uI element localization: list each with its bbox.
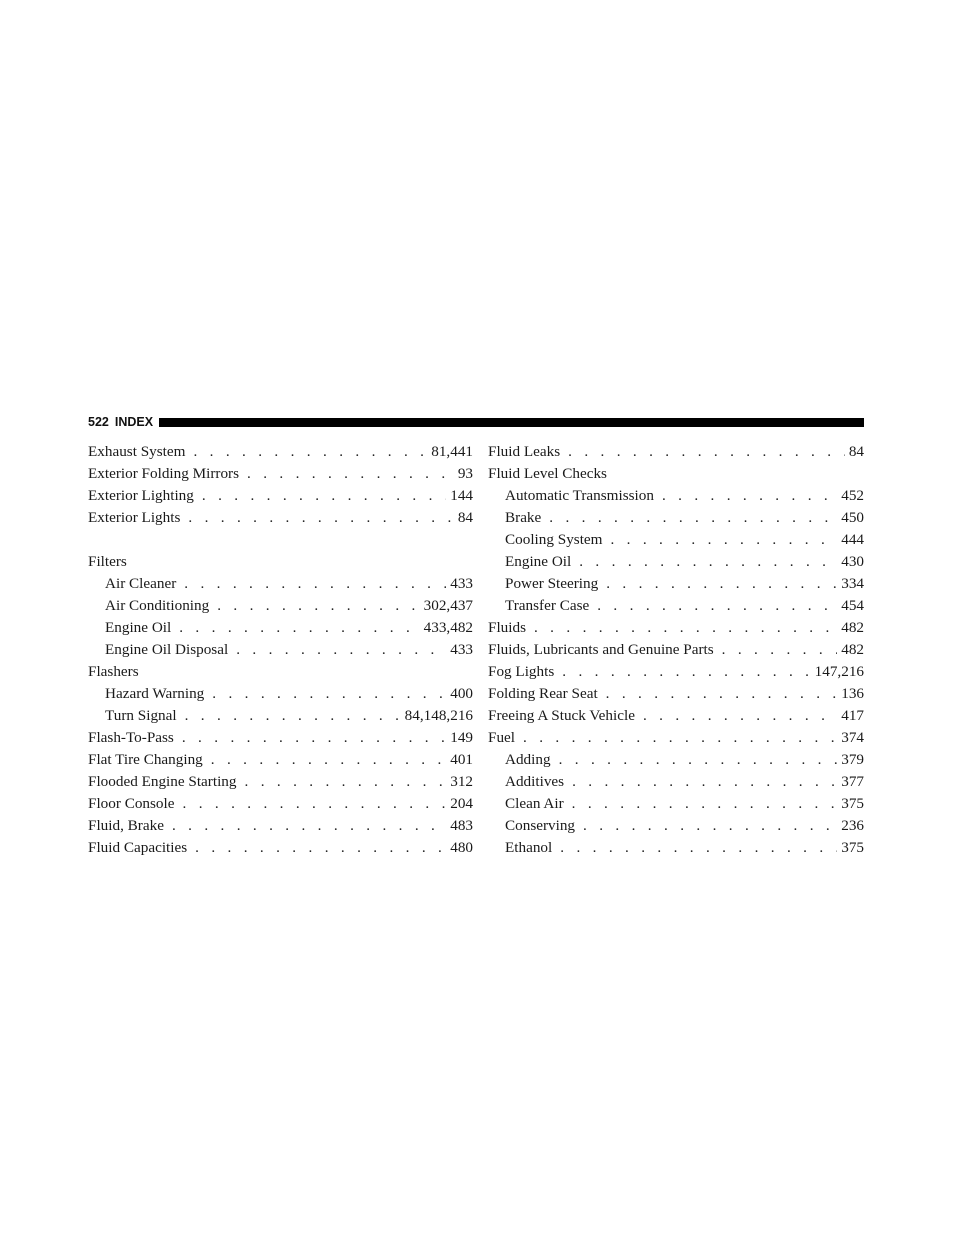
index-term: Flooded Engine Starting xyxy=(88,773,237,790)
index-term: Fluid Capacities xyxy=(88,839,188,856)
page-reference: 450 xyxy=(841,509,864,526)
dot-leader xyxy=(185,705,401,727)
dot-leader xyxy=(245,771,447,793)
page-reference: 444 xyxy=(841,531,864,548)
page-reference: 433 xyxy=(450,641,473,658)
index-term: Power Steering xyxy=(505,575,599,592)
page-reference: 452 xyxy=(841,487,864,504)
page-reference: 81,441 xyxy=(431,443,473,460)
index-subentry xyxy=(488,815,864,837)
index-subentry xyxy=(88,617,473,639)
index-term: Additives xyxy=(505,773,565,790)
index-subentry xyxy=(488,837,864,859)
index-subentry xyxy=(488,793,864,815)
page-reference: 302,437 xyxy=(423,597,473,614)
index-term: Filters xyxy=(88,553,127,570)
dot-leader xyxy=(188,507,453,529)
page-reference: 379 xyxy=(841,751,864,768)
dot-leader xyxy=(559,749,838,771)
dot-leader xyxy=(183,793,447,815)
dot-leader xyxy=(523,727,837,749)
index-term: Fluid Level Checks xyxy=(488,465,607,482)
index-subentry xyxy=(488,771,864,793)
index-term: Clean Air xyxy=(505,795,564,812)
page-reference: 136 xyxy=(841,685,864,702)
index-subentry xyxy=(488,529,864,551)
index-entry xyxy=(88,837,473,859)
dot-leader xyxy=(643,705,837,727)
dot-leader xyxy=(579,551,837,573)
dot-leader xyxy=(211,749,446,771)
index-subentry xyxy=(88,683,473,705)
dot-leader xyxy=(217,595,419,617)
page-reference: 375 xyxy=(841,839,864,856)
dot-leader xyxy=(212,683,446,705)
index-term: Engine Oil Disposal xyxy=(105,641,229,658)
dot-leader xyxy=(572,771,837,793)
page-reference: 375 xyxy=(841,795,864,812)
index-entry xyxy=(88,793,473,815)
index-term: Engine Oil xyxy=(105,619,172,636)
page-reference: 84 xyxy=(457,509,473,526)
index-entry xyxy=(488,441,864,463)
header-rule xyxy=(159,418,864,427)
dot-leader xyxy=(172,815,446,837)
index-entry xyxy=(88,485,473,507)
dot-leader xyxy=(560,837,837,859)
page-reference: 483 xyxy=(450,817,473,834)
page-reference: 482 xyxy=(841,641,864,658)
page-reference: 400 xyxy=(450,685,473,702)
index-term: Turn Signal xyxy=(105,707,177,724)
page-reference: 144 xyxy=(450,487,473,504)
index-term: Conserving xyxy=(505,817,576,834)
index-entry xyxy=(488,661,864,683)
dot-leader xyxy=(572,793,838,815)
page-number: 522 xyxy=(88,415,109,429)
index-term: Folding Rear Seat xyxy=(488,685,598,702)
dot-leader xyxy=(195,837,446,859)
dot-leader xyxy=(606,573,837,595)
page-reference: 236 xyxy=(841,817,864,834)
index-term: Fluid Leaks xyxy=(488,443,561,460)
index-term: Flash-To-Pass xyxy=(88,729,174,746)
page-reference: 454 xyxy=(841,597,864,614)
dot-leader xyxy=(193,441,427,463)
index-term: Exterior Folding Mirrors xyxy=(88,465,240,482)
index-term: Flat Tire Changing xyxy=(88,751,203,768)
page-reference: 430 xyxy=(841,553,864,570)
dot-leader xyxy=(610,529,837,551)
index-entry xyxy=(88,441,473,463)
page-reference: 374 xyxy=(841,729,864,746)
index-entry xyxy=(88,507,473,529)
index-term: Air Cleaner xyxy=(105,575,177,592)
index-entry xyxy=(488,683,864,705)
index-term: Hazard Warning xyxy=(105,685,205,702)
dot-leader xyxy=(562,661,810,683)
index-subentry xyxy=(488,749,864,771)
index-term: Exhaust System xyxy=(88,443,186,460)
dot-leader xyxy=(597,595,837,617)
index-subentry xyxy=(88,595,473,617)
page-reference: 377 xyxy=(841,773,864,790)
index-entry xyxy=(488,617,864,639)
index-term: Fog Lights xyxy=(488,663,555,680)
index-entry xyxy=(88,815,473,837)
index-subentry xyxy=(88,573,473,595)
page-reference: 204 xyxy=(450,795,473,812)
section-title: INDEX xyxy=(114,415,154,429)
dot-leader xyxy=(184,573,446,595)
page-reference: 401 xyxy=(450,751,473,768)
index-term: Flashers xyxy=(88,663,139,680)
index-term: Fluid, Brake xyxy=(88,817,164,834)
dot-leader xyxy=(179,617,419,639)
dot-leader xyxy=(583,815,837,837)
index-spacer xyxy=(88,529,473,551)
dot-leader xyxy=(202,485,446,507)
index-subentry xyxy=(488,595,864,617)
index-subentry xyxy=(88,639,473,661)
index-subentry xyxy=(88,705,473,727)
index-subentry xyxy=(488,485,864,507)
page-reference: 84 xyxy=(848,443,864,460)
index-term: Engine Oil xyxy=(505,553,572,570)
index-entry xyxy=(88,771,473,793)
index-term: Automatic Transmission xyxy=(505,487,654,504)
dot-leader xyxy=(236,639,446,661)
index-term: Transfer Case xyxy=(505,597,590,614)
page-reference: 147,216 xyxy=(814,663,864,680)
index-entry xyxy=(488,463,864,485)
index-entry xyxy=(488,705,864,727)
page-reference: 480 xyxy=(450,839,473,856)
index-term: Brake xyxy=(505,509,542,526)
index-entry xyxy=(88,727,473,749)
index-entry xyxy=(488,639,864,661)
index-column-left xyxy=(88,441,473,859)
index-term: Fuel xyxy=(488,729,516,746)
dot-leader xyxy=(247,463,454,485)
index-entry xyxy=(88,551,473,573)
dot-leader xyxy=(662,485,837,507)
dot-leader xyxy=(606,683,838,705)
index-term: Fluids, Lubricants and Genuine Parts xyxy=(488,641,714,658)
dot-leader xyxy=(722,639,838,661)
index-term: Exterior Lighting xyxy=(88,487,194,504)
index-term: Exterior Lights xyxy=(88,509,181,526)
index-subentry xyxy=(488,551,864,573)
index-term: Fluids xyxy=(488,619,526,636)
index-entry xyxy=(488,727,864,749)
page-header xyxy=(88,414,864,430)
dot-leader xyxy=(534,617,837,639)
dot-leader xyxy=(549,507,837,529)
index-entry xyxy=(88,661,473,683)
page-reference: 93 xyxy=(457,465,473,482)
index-term: Adding xyxy=(505,751,551,768)
index-subentry xyxy=(488,507,864,529)
dot-leader xyxy=(182,727,446,749)
index-term: Freeing A Stuck Vehicle xyxy=(488,707,635,724)
index-term: Air Conditioning xyxy=(105,597,210,614)
dot-leader xyxy=(568,441,845,463)
page-reference: 482 xyxy=(841,619,864,636)
index-term: Ethanol xyxy=(505,839,553,856)
index-entry xyxy=(88,463,473,485)
page-reference: 312 xyxy=(450,773,473,790)
index-subentry xyxy=(488,573,864,595)
page-reference: 433,482 xyxy=(423,619,473,636)
page-reference: 417 xyxy=(841,707,864,724)
page-reference: 334 xyxy=(841,575,864,592)
index-column-right xyxy=(488,441,864,859)
index-term: Floor Console xyxy=(88,795,175,812)
index-entry xyxy=(88,749,473,771)
page-reference: 433 xyxy=(450,575,473,592)
page-reference: 84,148,216 xyxy=(404,707,473,724)
index-term: Cooling System xyxy=(505,531,603,548)
page-reference: 149 xyxy=(450,729,473,746)
